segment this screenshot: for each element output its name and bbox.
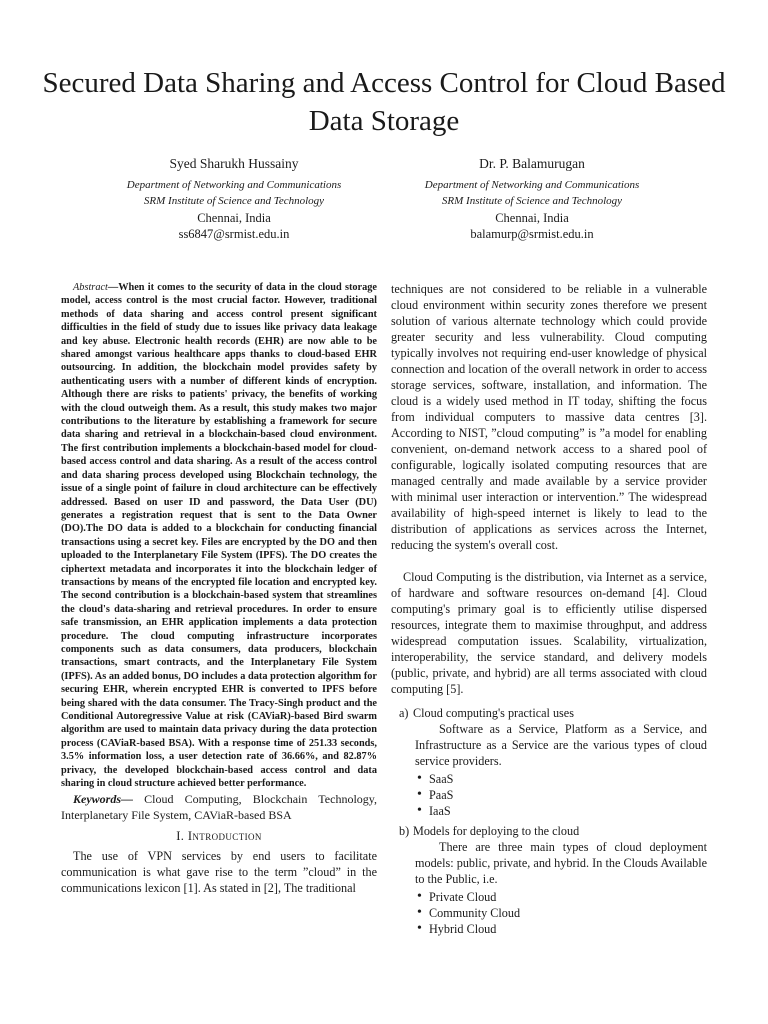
bullet-icon: • — [417, 787, 422, 802]
enum-heading: Cloud computing's practical uses — [413, 706, 574, 720]
paper-title: Secured Data Sharing and Access Control for Cloud Based Data Storage — [42, 67, 726, 137]
bullet-icon: • — [417, 889, 422, 904]
keywords-text: Cloud Computing, Blockchain Technology, Interplanetary File System, CAViaR-based BSA — [61, 792, 378, 823]
keywords — [61, 791, 377, 823]
author-department: Department of Networking and Communications — [126, 178, 342, 191]
author-block-1 — [84, 156, 384, 243]
bullet-icon: • — [417, 921, 422, 936]
abstract-separator: — — [107, 282, 119, 293]
list-item: • SaaS — [417, 771, 454, 786]
author-department: Department of Networking and Communications — [424, 178, 640, 191]
abstract-text: When it comes to the security of data in the cloud storage model, access control is the most crucial factor. However, traditional methods of data sharing and access control present significant difficulties in the field of study due to issues like privacy data leakage and key abuse. Electronic health records (EHR) are now able to be shared amongst various healthcare apps thanks to cloud-based EHR outsourcing. In addition, the blockchain model provides safety by authenticating users with a number of different kinds of encryption. Although there are risks to patients' privacy, the benefits of working with the cloud outweigh them. As a result, this study makes two major contributions to the literature by establishing a framework for secure data sharing and retrieval in a blockchain-based cloud environment. The first contribution implements a blockchain-based model for cloud-based access control and data sharing. As a result of the access control and data sharing process developed using Blockchain technology, the issue of a single point of failure in cloud architecture can be effectively addressed. Based on user ID and password, the Data User (DU) generates a registration request that is sent to the Data Owner (DO).The DO data is added to a blockchain for conducting financial transactions using a secret key. Files are encrypted by the DO and then uploaded to the Interplanetary File System (IPFS). The DO creates the ciphertext metadata and incorporates it into the blockchain ledger of transactions by means of the encrypted file location and encrypted key. The second contribution is a blockchain-based system that streamlines the cloud's data-sharing and retrieval procedures. In order to ensure safe transmission, an EHR application implements a data protection procedure. The cloud computing infrastructure incorporates components such as data consumers, data producers, blockchain transactions, smart contracts, and the Interplanetary File System (IPFS). As an added bonus, DO includes a data protection algorithm for securing EHR, wherein encrypted EHR is converted to IPFS before being shared with the data consumer. The Tracy-Singh product and the Conditional Autoregressive Value at risk (CAViaR)-based Bird swarm algorithm are used to maintain data privacy during the data protection process (CAViaR-based BSA). With a response time of 251.33 seconds, 3.5% information loss, a user detection rate of 36.66%, and 82.87% privacy, the developed blockchain-based access control and data sharing in cloud structure achieved better performance. — [61, 282, 377, 790]
enum-body-text: Software as a Service, Platform as a Service, and Infrastructure as a Service are the various types of cloud service providers. — [415, 722, 707, 768]
bullet-icon: • — [417, 905, 422, 920]
list-item: • PaaS — [417, 787, 454, 802]
author-block-2 — [382, 156, 682, 243]
bullet-list — [415, 889, 707, 937]
author-name: Syed Sharukh Hussainy — [169, 156, 299, 171]
intro-paragraph-2: Cloud Computing is the distribution, via Internet as a service, of hardware and software resources on-demand [4]. Cloud computing's primary goal is to efficiently utilise dispersed resources, integrate them to maximise throughput, and address widespread computation issues. Scalability, virtualization, interoperability, the service standard, and delivery models (public, private, and hybrid) are all terms associated with cloud computing [5]. — [391, 570, 707, 696]
enum-item-a — [391, 705, 707, 721]
right-column — [391, 281, 707, 937]
intro-paragraph-1-start: The use of VPN services by end users to facilitate communication is what gave rise to the term ”cloud” in the communications lexicon [1]. As stated in [2], The traditional — [61, 849, 377, 896]
abstract-label: Abstract — [73, 282, 108, 293]
abstract — [61, 281, 377, 790]
author-email: balamurp@srmist.edu.in — [470, 227, 594, 241]
section-number: I. — [176, 829, 185, 844]
intro-paragraph-1-continued: techniques are not considered to be reliable in a vulnerable cloud environment within security zones therefore we present solution of various alternate technology which could provide greater security and less vulnerability. Cloud computing typically involves not requiring end-user knowledge of physical connection and location of the overall network in order to access storage services, software, installation, and information. The cloud is a widely used method in IT today, shifting the focus from individual computers to massive data centres [3]. According to NIST, ”cloud computing” is ”a model for enabling convenient, on-demand network access to a shared pool of configurable, logically isolated computing resources that are managed centrally and made available by a service provider with minimal user interaction or intervention.” The widespread availability of high-speed internet is likely to lead to the distribution of applications as services across the Internet, reducing the system's overall cost. — [391, 282, 707, 552]
author-institution: SRM Institute of Science and Technology — [143, 195, 325, 207]
author-name: Dr. P. Balamurugan — [479, 156, 585, 171]
list-item: • IaaS — [417, 803, 451, 818]
keywords-label: Keywords— — [73, 792, 133, 807]
author-email: ss6847@srmist.edu.in — [178, 227, 290, 241]
section-heading — [61, 829, 377, 844]
author-institution: SRM Institute of Science and Technology — [441, 195, 623, 207]
list-item: • Community Cloud — [417, 905, 521, 920]
section-title: Introduction — [187, 829, 262, 844]
enum-body-text: There are three main types of cloud deployment models: public, private, and hybrid. In the Clouds Available to the Public, i.e. — [415, 840, 707, 886]
enum-label: b) — [399, 824, 410, 838]
enum-body-b — [391, 839, 707, 937]
enum-heading: Models for deploying to the cloud — [413, 824, 580, 838]
list-item: • Hybrid Cloud — [417, 921, 497, 936]
bullet-icon: • — [417, 771, 422, 786]
enum-body-a — [391, 721, 707, 819]
bullet-icon: • — [417, 803, 422, 818]
author-city: Chennai, India — [197, 210, 271, 225]
author-city: Chennai, India — [495, 210, 569, 225]
enum-item-b — [391, 823, 707, 839]
enum-label: a) — [399, 706, 409, 720]
list-item: • Private Cloud — [417, 889, 497, 904]
left-column — [61, 281, 377, 896]
bullet-list — [415, 771, 707, 819]
